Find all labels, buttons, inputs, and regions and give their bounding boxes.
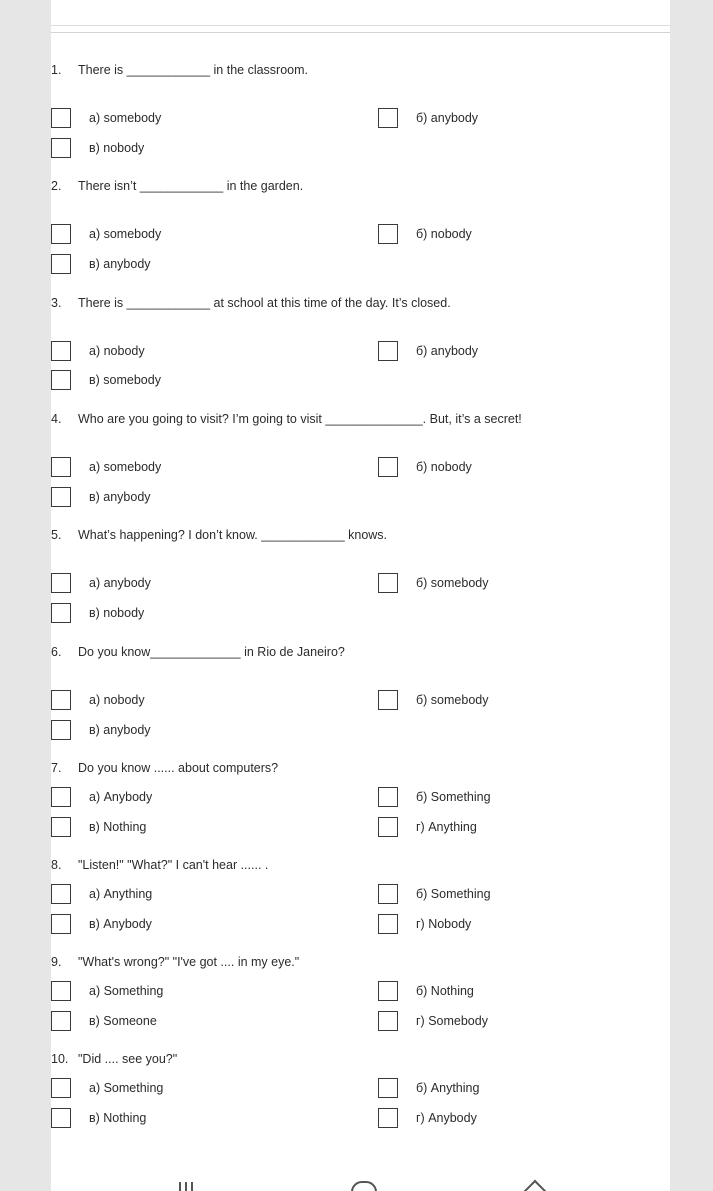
option-label: в) anybody [89, 257, 151, 271]
option-9c[interactable] [51, 1010, 157, 1032]
option-6a[interactable] [51, 689, 145, 711]
checkbox[interactable] [378, 341, 398, 361]
checkbox[interactable] [51, 817, 71, 837]
option-7c[interactable] [51, 816, 146, 838]
home-icon[interactable] [351, 1181, 377, 1191]
option-5c[interactable] [51, 602, 144, 624]
option-10c[interactable] [51, 1107, 146, 1129]
option-10d[interactable] [378, 1107, 477, 1129]
option-label: а) Something [89, 984, 164, 998]
option-2c[interactable] [51, 253, 151, 275]
checkbox[interactable] [378, 817, 398, 837]
checkbox[interactable] [51, 981, 71, 1001]
option-9a[interactable] [51, 980, 163, 1002]
option-label: в) nobody [89, 606, 145, 620]
option-label: а) Anybody [89, 790, 153, 804]
checkbox[interactable] [51, 1011, 71, 1031]
question-text: What’s happening? I don’t know. ____________ knows. [78, 528, 388, 542]
option-label: г) Anybody [416, 1111, 477, 1125]
checkbox[interactable] [51, 720, 71, 740]
option-label: б) Something [416, 887, 491, 901]
option-label: б) somebody [416, 693, 489, 707]
divider [51, 25, 670, 26]
checkbox[interactable] [378, 457, 398, 477]
checkbox[interactable] [378, 224, 398, 244]
option-6c[interactable] [51, 719, 151, 741]
question-text: There is ____________ at school at this time of the day. It’s closed. [78, 296, 451, 310]
option-9b[interactable] [378, 980, 474, 1002]
option-label: в) Someone [89, 1014, 157, 1028]
checkbox[interactable] [378, 690, 398, 710]
question-number: 3. [51, 296, 62, 310]
question-text: Do you know ...... about computers? [78, 761, 279, 775]
option-label: а) Something [89, 1081, 164, 1095]
checkbox[interactable] [51, 1108, 71, 1128]
option-label: а) nobody [89, 344, 145, 358]
checkbox[interactable] [51, 254, 71, 274]
checkbox[interactable] [378, 981, 398, 1001]
checkbox[interactable] [51, 138, 71, 158]
checkbox[interactable] [51, 224, 71, 244]
checkbox[interactable] [378, 1078, 398, 1098]
checkbox[interactable] [51, 341, 71, 361]
option-label: а) somebody [89, 460, 162, 474]
option-label: в) Nothing [89, 820, 147, 834]
checkbox[interactable] [51, 1078, 71, 1098]
option-8b[interactable] [378, 883, 491, 905]
option-3c[interactable] [51, 369, 161, 391]
option-4a[interactable] [51, 456, 161, 478]
option-label: в) anybody [89, 490, 151, 504]
option-8a[interactable] [51, 883, 152, 905]
question-text: There is ____________ in the classroom. [78, 63, 309, 77]
option-1a[interactable] [51, 107, 161, 129]
option-label: б) Something [416, 790, 491, 804]
checkbox[interactable] [378, 787, 398, 807]
question-number: 8. [51, 858, 62, 872]
option-label: б) Nothing [416, 984, 474, 998]
checkbox[interactable] [51, 108, 71, 128]
option-label: а) somebody [89, 111, 162, 125]
option-7a[interactable] [51, 786, 152, 808]
option-1b[interactable] [378, 107, 478, 129]
option-label: в) anybody [89, 723, 151, 737]
checkbox[interactable] [51, 457, 71, 477]
option-3b[interactable] [378, 340, 478, 362]
question-text: Who are you going to visit? I’m going to visit ______________. But, it’s a secret! [78, 412, 522, 426]
android-nav-bar [51, 1171, 670, 1191]
back-icon[interactable] [524, 1180, 547, 1191]
question-number: 5. [51, 528, 62, 542]
question-text: "Listen!" "What?" I can't hear ...... . [78, 858, 269, 872]
option-label: б) anybody [416, 344, 479, 358]
option-label: б) somebody [416, 576, 489, 590]
checkbox[interactable] [378, 1011, 398, 1031]
option-6b[interactable] [378, 689, 488, 711]
option-label: б) nobody [416, 227, 472, 241]
option-label: г) Anything [416, 820, 477, 834]
checkbox[interactable] [51, 603, 71, 623]
option-label: в) Nothing [89, 1111, 147, 1125]
question-text: Do you know_____________ in Rio de Janeiro? [78, 645, 345, 659]
divider [51, 32, 670, 33]
option-3a[interactable] [51, 340, 145, 362]
option-label: а) somebody [89, 227, 162, 241]
question-text: "Did .... see you?" [78, 1052, 178, 1066]
option-label: г) Somebody [416, 1014, 488, 1028]
checkbox[interactable] [51, 787, 71, 807]
checkbox[interactable] [51, 914, 71, 934]
option-label: а) nobody [89, 693, 145, 707]
question-number: 2. [51, 179, 62, 193]
question-number: 7. [51, 761, 62, 775]
question-number: 1. [51, 63, 62, 77]
recent-apps-icon[interactable] [179, 1182, 205, 1191]
checkbox[interactable] [378, 573, 398, 593]
option-label: в) Anybody [89, 917, 152, 931]
checkbox[interactable] [378, 914, 398, 934]
option-4c[interactable] [51, 486, 151, 508]
option-4b[interactable] [378, 456, 472, 478]
option-5b[interactable] [378, 572, 488, 594]
option-label: б) Anything [416, 1081, 480, 1095]
question-number: 9. [51, 955, 62, 969]
option-9d[interactable] [378, 1010, 488, 1032]
option-1c[interactable] [51, 137, 144, 159]
question-text: There isn’t ____________ in the garden. [78, 179, 304, 193]
option-10b[interactable] [378, 1077, 479, 1099]
option-label: а) anybody [89, 576, 151, 590]
checkbox[interactable] [51, 884, 71, 904]
question-number: 10. [51, 1052, 69, 1066]
checkbox[interactable] [51, 690, 71, 710]
checkbox[interactable] [51, 573, 71, 593]
checkbox[interactable] [51, 370, 71, 390]
checkbox[interactable] [51, 487, 71, 507]
option-2a[interactable] [51, 223, 161, 245]
option-10a[interactable] [51, 1077, 163, 1099]
option-7b[interactable] [378, 786, 491, 808]
option-label: б) nobody [416, 460, 472, 474]
option-label: в) somebody [89, 373, 161, 387]
checkbox[interactable] [378, 884, 398, 904]
option-label: в) nobody [89, 141, 145, 155]
question-number: 4. [51, 412, 62, 426]
option-label: а) Anything [89, 887, 153, 901]
checkbox[interactable] [378, 108, 398, 128]
checkbox[interactable] [378, 1108, 398, 1128]
option-5a[interactable] [51, 572, 151, 594]
option-7d[interactable] [378, 816, 477, 838]
option-label: б) anybody [416, 111, 479, 125]
option-8c[interactable] [51, 913, 152, 935]
worksheet [51, 0, 670, 1191]
question-text: "What's wrong?" "I've got .... in my eye." [78, 955, 300, 969]
option-2b[interactable] [378, 223, 472, 245]
option-8d[interactable] [378, 913, 471, 935]
question-number: 6. [51, 645, 62, 659]
option-label: г) Nobody [416, 917, 472, 931]
